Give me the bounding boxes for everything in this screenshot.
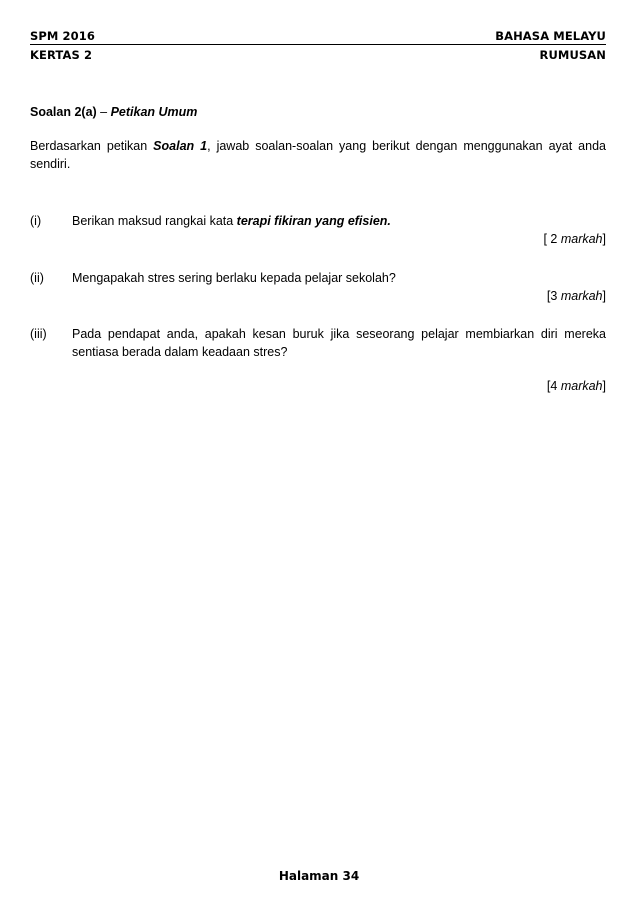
section-title: [30, 103, 197, 121]
marks-close: ]: [602, 379, 606, 393]
header-subject: BAHASA MELAYU: [495, 29, 606, 43]
marks-word: markah: [560, 232, 603, 246]
marks-word: markah: [560, 289, 603, 303]
header-paper: KERTAS 2: [30, 48, 93, 62]
question-text: Pada pendapat anda, apakah kesan buruk jika seseorang pelajar membiarkan diri mereka sentiasa berada dalam keadaan stres?: [72, 327, 606, 359]
question-text-before: Berikan maksud rangkai kata: [72, 214, 237, 228]
header-section: RUMUSAN: [539, 48, 606, 62]
header-top-row: [30, 29, 606, 43]
marks-close: ]: [602, 289, 606, 303]
question-marks: [543, 230, 606, 248]
section-title-dash: –: [96, 105, 111, 119]
instructions-after: , jawab soalan-soalan yang berikut dengan menggunakan ayat anda sendiri.: [30, 139, 606, 171]
marks-close: ]: [602, 232, 606, 246]
question-text: [72, 212, 606, 230]
question-number: (iii): [30, 327, 47, 341]
header-exam-year: SPM 2016: [30, 29, 95, 43]
question-number: (i): [30, 214, 42, 228]
instructions-bold: Soalan 1: [153, 139, 208, 153]
header-divider: [30, 44, 606, 45]
marks-open: [ 2: [543, 232, 561, 246]
question-text: Mengapakah stres sering berlaku kepada pelajar sekolah?: [72, 271, 396, 285]
marks-open: [3: [546, 289, 561, 303]
instructions: [30, 137, 606, 173]
question-text-bold: terapi fikiran yang efisien.: [236, 214, 391, 228]
instructions-before: Berdasarkan petikan: [30, 139, 154, 153]
question-marks: [547, 287, 606, 305]
page-number: Halaman 34: [278, 869, 360, 883]
section-title-italic: Petikan Umum: [110, 105, 198, 119]
marks-word: markah: [560, 379, 603, 393]
marks-open: [4: [546, 379, 561, 393]
question-marks: [547, 377, 606, 395]
section-title-prefix: Soalan 2(a): [30, 105, 97, 119]
header-bottom-row: [30, 48, 606, 62]
question-number: (ii): [30, 271, 44, 285]
